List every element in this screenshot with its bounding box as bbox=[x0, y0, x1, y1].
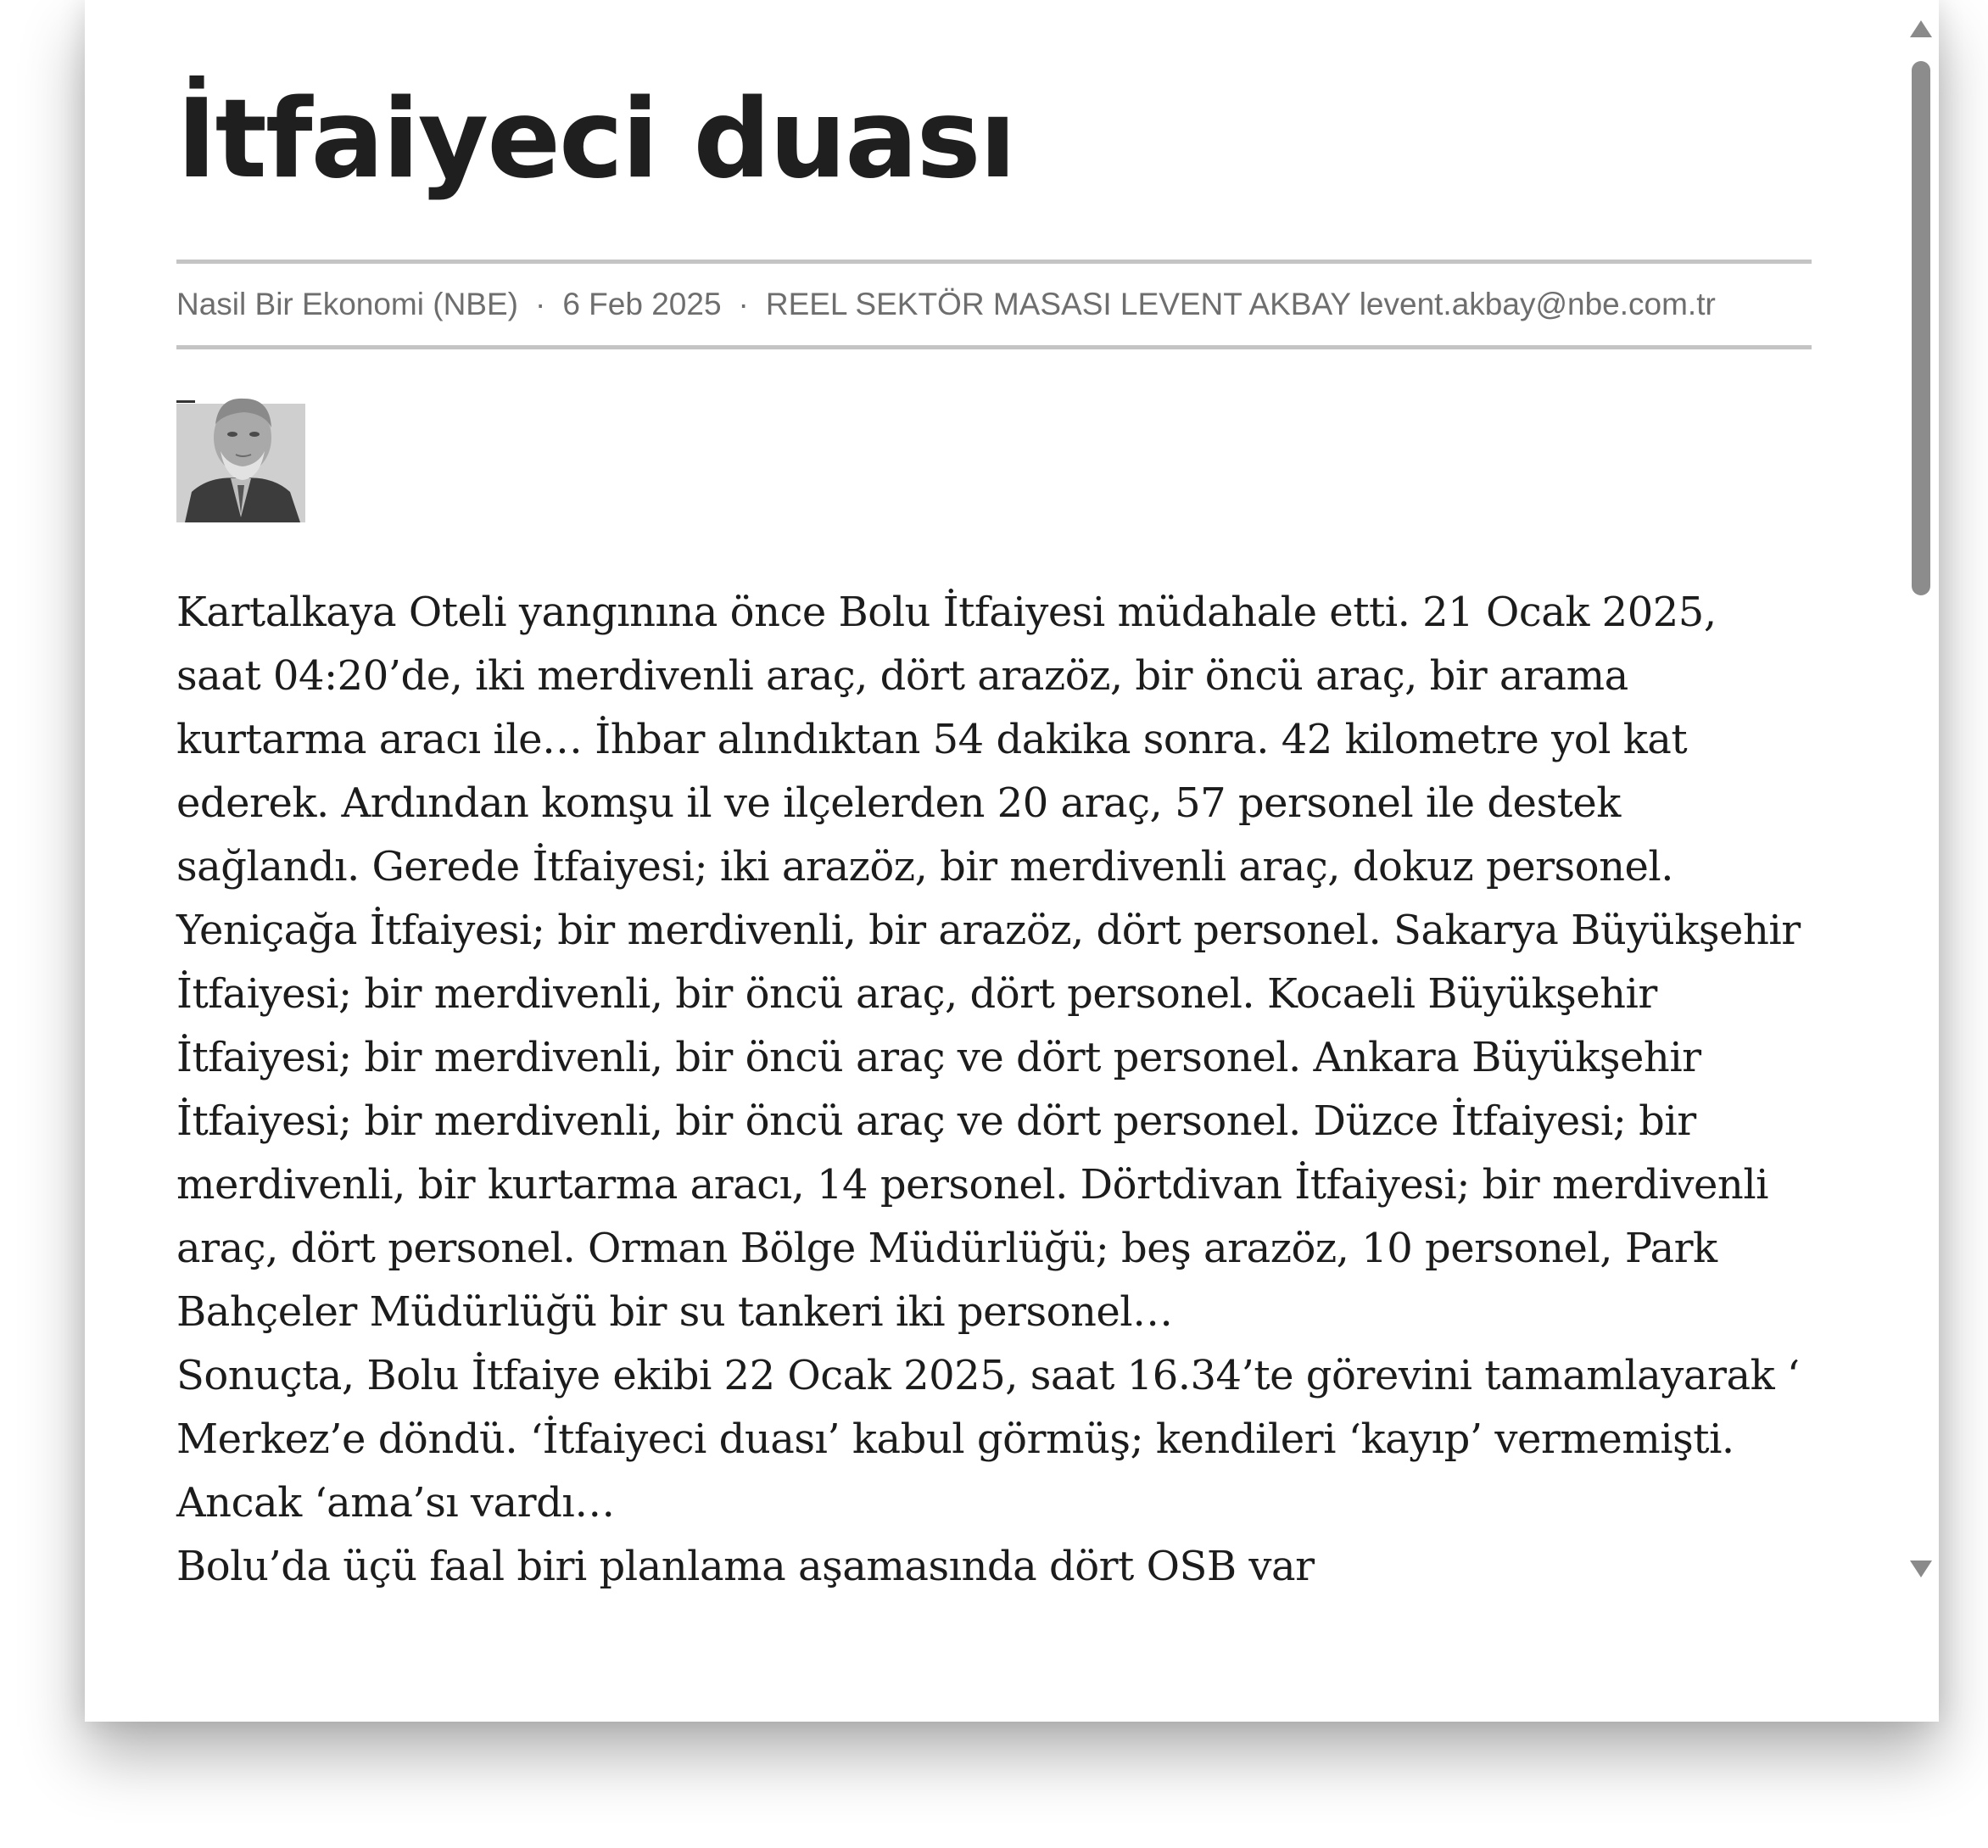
triangle-up-icon[interactable] bbox=[1910, 20, 1932, 37]
meta-date: 6 Feb 2025 bbox=[562, 287, 722, 321]
article-content bbox=[176, 0, 1812, 1590]
meta-separator: · bbox=[738, 287, 749, 321]
body-subheading: Bolu’da üçü faal biri planlama aşamasında dört OSB var bbox=[176, 1543, 1315, 1590]
author-photo bbox=[176, 390, 305, 522]
header-divider-bottom bbox=[176, 345, 1812, 349]
vertical-scrollbar[interactable] bbox=[1901, 0, 1939, 1594]
meta-source: Nasil Bir Ekonomi (NBE) bbox=[176, 287, 518, 321]
article-meta bbox=[176, 264, 1812, 345]
scrollbar-thumb[interactable] bbox=[1912, 61, 1930, 595]
body-paragraph: Kartalkaya Oteli yangınına önce Bolu İtfaiyesi müdahale etti. 21 Ocak 2025, saat 04:20’de, iki merdivenli araç, dört arazöz, bir öncü araç, bir arama kurtarma aracı ile… İhbar alındıktan 54 dakika sonra. 42 kilometre yol kat ederek. Ardından komşu il ve ilçelerden 20 araç, 57 personel ile destek sağlandı. Gerede İtfaiyesi; iki arazöz, bir merdivenli araç, dokuz personel. Yeniçağa İtfaiyesi; bir merdivenli, bir arazöz, dört personel. Sakarya Büyükşehir İtfaiyesi; bir merdivenli, bir öncü araç, dört personel. Kocaeli Büyükşehir İtfaiyesi; bir merdivenli, bir öncü araç ve dört personel. Ankara Büyükşehir İtfaiyesi; bir merdivenli, bir öncü araç ve dört personel. Düzce İtfaiyesi; bir merdivenli, bir kurtarma aracı, 14 personel. Dörtdivan İtfaiyesi; bir merdivenli araç, dört personel. Orman Bölge Müdürlüğü; beş arazöz, 10 personel, Park Bahçeler Müdürlüğü bir su tankeri iki personel… bbox=[176, 589, 1801, 1336]
triangle-down-icon[interactable] bbox=[1910, 1560, 1932, 1577]
article-title: İtfaiyeci duası bbox=[176, 76, 1015, 203]
article-window bbox=[85, 0, 1939, 1722]
meta-byline: REEL SEKTÖR MASASI LEVENT AKBAY levent.akbay@nbe.com.tr bbox=[765, 287, 1716, 321]
meta-separator: · bbox=[534, 287, 546, 321]
article-body bbox=[176, 581, 1812, 1599]
body-paragraph: Sonuçta, Bolu İtfaiye ekibi 22 Ocak 2025, saat 16.34’te görevini tamamlayarak ‘ Merkez’e döndü. ‘İtfaiyeci duası’ kabul görmüş; kendileri ‘kayıp’ vermemişti. Ancak ‘ama’sı vardı… bbox=[176, 1352, 1800, 1527]
